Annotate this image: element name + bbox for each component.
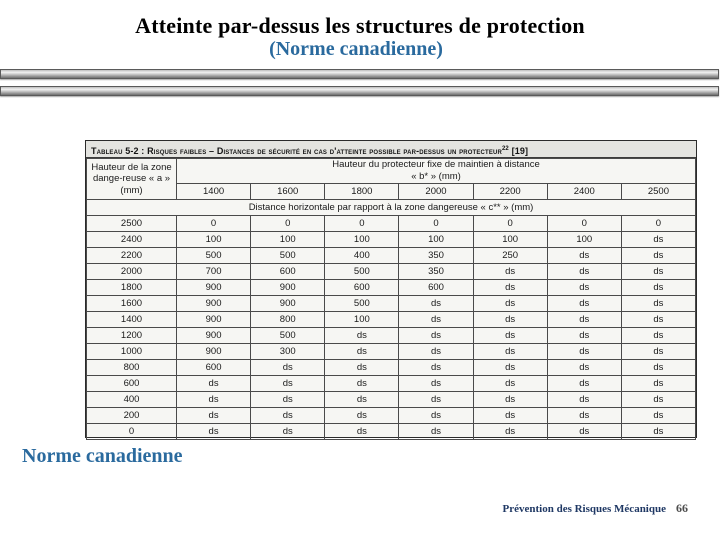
distance-cell: ds <box>399 359 473 375</box>
distance-cell: 350 <box>399 247 473 263</box>
distance-cell: 900 <box>251 279 325 295</box>
distance-cell: 100 <box>473 231 547 247</box>
distance-cell: 100 <box>547 231 621 247</box>
distance-cell: ds <box>325 343 399 359</box>
distance-cell: 800 <box>251 311 325 327</box>
distance-cell: 400 <box>325 247 399 263</box>
distance-cell: 0 <box>621 215 695 231</box>
distance-cell: ds <box>547 375 621 391</box>
distance-cell: ds <box>547 343 621 359</box>
distance-cell: ds <box>177 423 251 439</box>
distance-cell: 500 <box>251 327 325 343</box>
distance-cell: 100 <box>325 311 399 327</box>
distance-cell: 100 <box>325 231 399 247</box>
distance-cell: ds <box>251 391 325 407</box>
distance-cell: ds <box>473 407 547 423</box>
distance-cell: 900 <box>177 295 251 311</box>
distance-cell: ds <box>621 359 695 375</box>
table-row-a-600 <box>87 375 696 391</box>
safety-distance-table <box>86 158 696 440</box>
distance-cell: ds <box>399 375 473 391</box>
distance-cell: ds <box>473 263 547 279</box>
distance-cell: 0 <box>325 215 399 231</box>
distance-cell: 100 <box>177 231 251 247</box>
column-header-2400: 2400 <box>547 183 621 199</box>
table-title-footnote: 22 <box>501 146 509 152</box>
distance-cell: ds <box>621 295 695 311</box>
distance-cell: ds <box>621 263 695 279</box>
row-header-cell: 1800 <box>87 279 177 295</box>
distance-cell: ds <box>399 295 473 311</box>
distance-cell: ds <box>621 391 695 407</box>
column-header-row <box>87 183 696 199</box>
distance-cell: ds <box>621 343 695 359</box>
distance-cell: ds <box>547 247 621 263</box>
span-header-row <box>87 199 696 215</box>
distance-cell: ds <box>473 375 547 391</box>
distance-cell: ds <box>473 279 547 295</box>
row-header-cell: 600 <box>87 375 177 391</box>
distance-cell: 0 <box>473 215 547 231</box>
distance-cell: ds <box>399 343 473 359</box>
distance-cell: ds <box>251 375 325 391</box>
column-header-2000: 2000 <box>399 183 473 199</box>
table-row-a-0 <box>87 423 696 439</box>
distance-cell: ds <box>399 311 473 327</box>
decorative-bar-top <box>0 69 719 79</box>
distance-cell: ds <box>473 343 547 359</box>
table-title-text: Tableau 5-2 : Risques faibles – Distances de sécurité en cas d'atteinte possible par-dessus un protecteur <box>91 146 502 156</box>
distance-cell: ds <box>177 407 251 423</box>
row-header-cell: 1400 <box>87 311 177 327</box>
row-header-cell: 2000 <box>87 263 177 279</box>
group-header-cell <box>177 159 696 184</box>
distance-cell: 600 <box>325 279 399 295</box>
distance-cell: 0 <box>547 215 621 231</box>
span-header-cell: Distance horizontale par rapport à la zone dangereuse « c** » (mm) <box>87 199 696 215</box>
distance-cell: ds <box>473 311 547 327</box>
row-header-cell: 1000 <box>87 343 177 359</box>
distance-cell: ds <box>621 231 695 247</box>
distance-cell: ds <box>547 359 621 375</box>
distance-cell: 500 <box>177 247 251 263</box>
distance-cell: ds <box>325 359 399 375</box>
table-title <box>86 141 696 158</box>
distance-cell: 500 <box>251 247 325 263</box>
slide-subtitle: (Norme canadienne) <box>269 38 443 60</box>
distance-cell: ds <box>621 375 695 391</box>
distance-cell: 500 <box>325 295 399 311</box>
table-row-a-1000 <box>87 343 696 359</box>
row-header-cell: 2400 <box>87 231 177 247</box>
distance-cell: ds <box>325 423 399 439</box>
column-header-1600: 1600 <box>251 183 325 199</box>
distance-cell: ds <box>473 359 547 375</box>
row-header-cell: 200 <box>87 407 177 423</box>
table-row-a-1800 <box>87 279 696 295</box>
distance-cell: ds <box>621 247 695 263</box>
distance-cell: ds <box>251 423 325 439</box>
distance-cell: ds <box>177 375 251 391</box>
distance-cell: ds <box>473 327 547 343</box>
distance-cell: ds <box>547 423 621 439</box>
column-header-1400: 1400 <box>177 183 251 199</box>
footer <box>503 501 688 516</box>
row-header-cell: 400 <box>87 391 177 407</box>
table-row-a-2000 <box>87 263 696 279</box>
table-row-a-800 <box>87 359 696 375</box>
distance-cell: 500 <box>325 263 399 279</box>
distance-cell: 250 <box>473 247 547 263</box>
row-header-cell: 1200 <box>87 327 177 343</box>
distance-cell: ds <box>325 391 399 407</box>
distance-cell: 0 <box>399 215 473 231</box>
footer-text: Prévention des Risques Mécanique <box>502 503 666 515</box>
distance-cell: 350 <box>399 263 473 279</box>
distance-cell: 600 <box>177 359 251 375</box>
distance-cell: ds <box>621 407 695 423</box>
corner-header-cell: Hauteur de la zone dange-reuse « a » (mm) <box>87 159 177 200</box>
distance-cell: ds <box>251 407 325 423</box>
distance-cell: ds <box>399 407 473 423</box>
distance-cell: ds <box>547 295 621 311</box>
distance-cell: 300 <box>251 343 325 359</box>
table-title-reference: [19] <box>511 146 529 156</box>
row-header-cell: 2200 <box>87 247 177 263</box>
distance-cell: ds <box>621 327 695 343</box>
distance-cell: 900 <box>177 327 251 343</box>
safety-distance-table-figure <box>85 140 697 438</box>
distance-cell: ds <box>325 407 399 423</box>
table-row-a-200 <box>87 407 696 423</box>
distance-cell: ds <box>621 311 695 327</box>
group-header-line2: « b* » (mm) <box>411 170 461 182</box>
distance-cell: ds <box>251 359 325 375</box>
table-body <box>87 215 696 439</box>
distance-cell: ds <box>621 279 695 295</box>
slide-title: Atteinte par-dessus les structures de protection <box>135 13 585 38</box>
table-row-a-1200 <box>87 327 696 343</box>
row-header-cell: 1600 <box>87 295 177 311</box>
column-header-1800: 1800 <box>325 183 399 199</box>
row-header-cell: 0 <box>87 423 177 439</box>
distance-cell: ds <box>325 327 399 343</box>
distance-cell: ds <box>473 423 547 439</box>
distance-cell: 600 <box>399 279 473 295</box>
distance-cell: ds <box>399 327 473 343</box>
distance-cell: ds <box>547 311 621 327</box>
row-header-cell: 2500 <box>87 215 177 231</box>
column-header-2200: 2200 <box>473 183 547 199</box>
distance-cell: ds <box>547 327 621 343</box>
distance-cell: 900 <box>177 343 251 359</box>
distance-cell: 0 <box>177 215 251 231</box>
distance-cell: 900 <box>177 279 251 295</box>
distance-cell: ds <box>473 295 547 311</box>
table-row-a-1600 <box>87 295 696 311</box>
row-header-cell: 800 <box>87 359 177 375</box>
distance-cell: 100 <box>251 231 325 247</box>
distance-cell: ds <box>547 279 621 295</box>
caption-norme-canadienne: Norme canadienne <box>22 445 183 467</box>
distance-cell: ds <box>399 423 473 439</box>
distance-cell: ds <box>547 391 621 407</box>
group-header-line1: Hauteur du protecteur fixe de maintien à distance <box>332 159 540 170</box>
page-number: 66 <box>676 501 688 515</box>
decorative-bar-bottom <box>0 86 719 96</box>
table-row-a-400 <box>87 391 696 407</box>
distance-cell: 900 <box>177 311 251 327</box>
distance-cell: 100 <box>399 231 473 247</box>
group-header-row <box>87 159 696 184</box>
distance-cell: ds <box>473 391 547 407</box>
table-row-a-2200 <box>87 247 696 263</box>
distance-cell: 0 <box>251 215 325 231</box>
distance-cell: ds <box>547 263 621 279</box>
table-row-a-2400 <box>87 231 696 247</box>
distance-cell: 600 <box>251 263 325 279</box>
column-header-2500: 2500 <box>621 183 695 199</box>
distance-cell: 700 <box>177 263 251 279</box>
distance-cell: ds <box>325 375 399 391</box>
distance-cell: ds <box>399 391 473 407</box>
distance-cell: ds <box>621 423 695 439</box>
table-row-a-1400 <box>87 311 696 327</box>
distance-cell: 900 <box>251 295 325 311</box>
distance-cell: ds <box>547 407 621 423</box>
table-row-a-2500 <box>87 215 696 231</box>
distance-cell: ds <box>177 391 251 407</box>
